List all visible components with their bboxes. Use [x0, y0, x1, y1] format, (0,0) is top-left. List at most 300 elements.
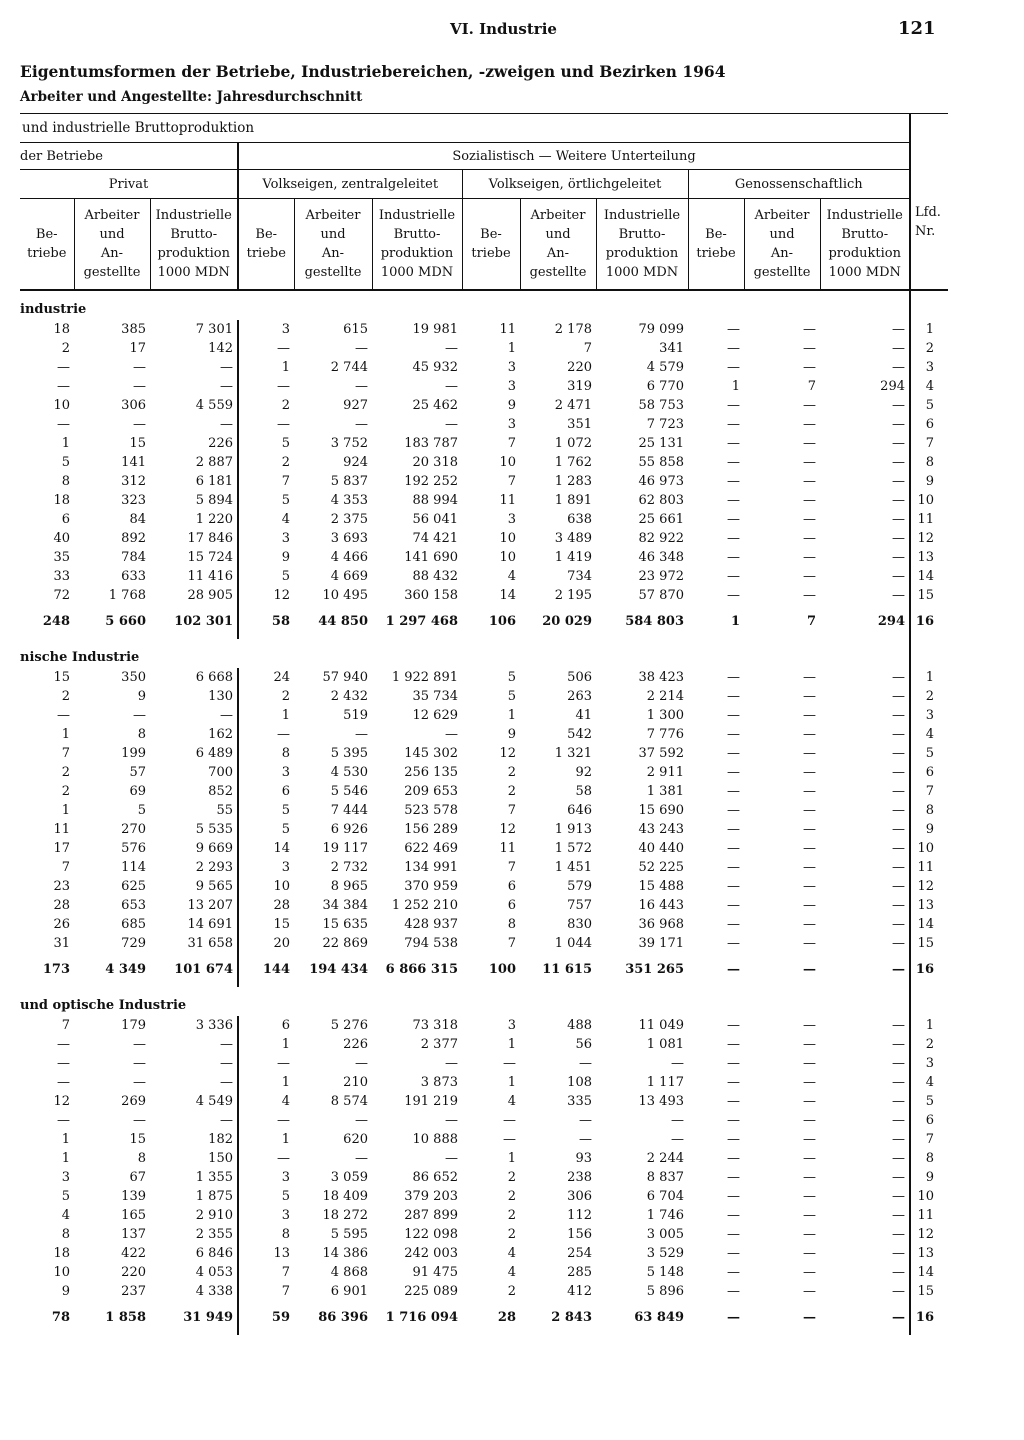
table-cell: 2 910 [195, 1207, 233, 1223]
table-row [20, 706, 948, 725]
table-cell: — [579, 1131, 592, 1147]
table-cell: 1 [507, 1074, 516, 1090]
table-cell: — [803, 745, 816, 761]
table-cell: 2 244 [646, 1150, 684, 1166]
table-cell: — [892, 1036, 905, 1052]
table-cell: 38 423 [638, 669, 684, 685]
table-cell: 73 318 [412, 1017, 458, 1033]
table-cell: 43 243 [638, 821, 684, 837]
table-cell: 1 875 [195, 1188, 233, 1204]
row-number-cell: 1 [910, 1016, 948, 1035]
table-cell: 4 868 [330, 1264, 368, 1280]
table-cell: — [579, 1055, 592, 1071]
table-cell: 3 529 [646, 1245, 684, 1261]
table-cell: — [892, 897, 905, 913]
col-private-betriebe: Be- triebe [20, 199, 74, 290]
table-cell: 2 [238, 687, 294, 706]
table-cell: 220 [567, 359, 592, 375]
table-cell: 14 386 [322, 1245, 368, 1261]
col-central-produktion: Industrielle Brutto- produktion 1000 MDN [372, 199, 462, 290]
table-cell: 3 [238, 529, 294, 548]
table-cell: 4 530 [330, 764, 368, 780]
row-number-cell: 3 [910, 1054, 948, 1073]
table-cell: 1 746 [646, 1207, 684, 1223]
table-row [20, 453, 948, 472]
table-cell: 6 [238, 782, 294, 801]
table-cell: — [803, 511, 816, 527]
table-cell: 1 419 [554, 549, 592, 565]
table-cell: — [238, 1054, 294, 1073]
table-cell: 10 [499, 549, 516, 565]
table-row [20, 358, 948, 377]
table-cell: 1 072 [554, 435, 592, 451]
table-cell: 7 [507, 802, 516, 818]
table-cell: 4 [507, 568, 516, 584]
table-cell: 5 [61, 454, 70, 470]
table-cell: — [727, 821, 740, 837]
table-cell: 15 635 [322, 916, 368, 932]
table-cell: 10 888 [412, 1131, 458, 1147]
table-cell: — [803, 840, 816, 856]
table-cell: 2 843 [551, 1310, 592, 1325]
table-cell: 519 [343, 707, 368, 723]
table-cell: 18 [53, 492, 70, 508]
row-number-cell: 3 [910, 706, 948, 725]
table-cell: — [803, 1188, 816, 1204]
table-cell: 1 [238, 1073, 294, 1092]
table-cell: — [220, 1055, 233, 1071]
table-cell: 15 [129, 435, 146, 451]
table-cell: 14 [238, 839, 294, 858]
table-cell: 1 922 891 [391, 669, 458, 685]
row-number-cell: 6 [910, 415, 948, 434]
table-cell: — [803, 707, 816, 723]
table-cell: 1 300 [646, 707, 684, 723]
table-cell: 9 [238, 548, 294, 567]
table-cell: 1 044 [554, 935, 592, 951]
table-cell: 28 905 [187, 587, 233, 603]
col-coop-arbeiter: Arbeiter und An- gestellte [744, 199, 820, 290]
table-cell: — [803, 1264, 816, 1280]
table-cell: 15 [129, 1131, 146, 1147]
table-cell: 6 668 [195, 669, 233, 685]
table-cell: — [803, 1055, 816, 1071]
row-number-cell: 12 [910, 529, 948, 548]
table-cell: 254 [567, 1245, 592, 1261]
table-cell: 18 [53, 1245, 70, 1261]
table-cell: — [671, 1055, 684, 1071]
table-cell: 9 669 [195, 840, 233, 856]
table-cell: — [727, 897, 740, 913]
table-title: Eigentumsformen der Betriebe, Industriebereichen, -zweigen und Bezirken 1964 [20, 62, 726, 81]
table-cell: 892 [121, 530, 146, 546]
table-cell: — [727, 1245, 740, 1261]
table-cell: 351 [567, 416, 592, 432]
table-cell: 6 [238, 1016, 294, 1035]
table-row [20, 782, 948, 801]
table-cell: 7 301 [195, 321, 233, 337]
table-cell: — [892, 878, 905, 894]
col-local-betriebe: Be- triebe [462, 199, 520, 290]
table-row [20, 1263, 948, 1282]
table-cell: — [727, 1207, 740, 1223]
table-cell: 1 [238, 706, 294, 725]
table-row [20, 529, 948, 548]
table-cell: 3 [507, 378, 516, 394]
table-cell: 5 [238, 820, 294, 839]
row-number-cell: 9 [910, 1168, 948, 1187]
table-row [20, 1016, 948, 1035]
table-cell: 6 926 [330, 821, 368, 837]
table-cell: — [892, 435, 905, 451]
table-cell: 7 [507, 435, 516, 451]
table-cell: 18 272 [322, 1207, 368, 1223]
table-cell: 22 869 [322, 935, 368, 951]
table-cell: 2 [61, 340, 70, 356]
table-cell: — [727, 935, 740, 951]
table-cell: 729 [121, 935, 146, 951]
table-subtitle: Arbeiter und Angestellte: Jahresdurchschnitt [20, 89, 363, 105]
row-number-cell: 2 [910, 339, 948, 358]
table-row [20, 858, 948, 877]
col-coop-betriebe: Be- triebe [688, 199, 744, 290]
table-cell: — [727, 340, 740, 356]
table-cell: 312 [121, 473, 146, 489]
table-cell: 685 [121, 916, 146, 932]
row-number-cell: 7 [910, 782, 948, 801]
table-cell: 287 899 [404, 1207, 458, 1223]
table-cell: — [803, 916, 816, 932]
row-number-cell: 14 [910, 567, 948, 586]
table-cell: — [238, 725, 294, 744]
table-cell: 20 [238, 934, 294, 953]
table-cell: 2 887 [195, 454, 233, 470]
table-cell: 58 [575, 783, 592, 799]
table-cell: 2 293 [195, 859, 233, 875]
table-cell: 351 265 [625, 962, 684, 977]
table-cell: 11 [53, 821, 70, 837]
table-cell: — [892, 1283, 905, 1299]
table-cell: — [803, 726, 816, 742]
table-row [20, 1244, 948, 1263]
table-cell: — [892, 321, 905, 337]
table-cell: 137 [121, 1226, 146, 1242]
table-cell: — [803, 1112, 816, 1128]
table-cell: — [892, 1245, 905, 1261]
table-cell: 794 538 [404, 935, 458, 951]
table-cell: 91 475 [412, 1264, 458, 1280]
table-row [20, 877, 948, 896]
table-row [20, 415, 948, 434]
table-cell: 9 [137, 688, 146, 704]
table-cell: 11 615 [542, 962, 592, 977]
table-cell: 6 [61, 511, 70, 527]
table-cell: 576 [121, 840, 146, 856]
table-cell: 5 148 [646, 1264, 684, 1280]
table-row [20, 1130, 948, 1149]
table-cell: — [803, 1169, 816, 1185]
table-cell: 14 691 [187, 916, 233, 932]
row-number-cell: 13 [910, 1244, 948, 1263]
table-cell: — [892, 935, 905, 951]
table-cell: 63 849 [634, 1310, 684, 1325]
table-cell: 34 384 [322, 897, 368, 913]
table-cell: — [727, 359, 740, 375]
table-cell: 2 [238, 396, 294, 415]
table-cell: 86 396 [318, 1310, 368, 1325]
table-cell: — [727, 435, 740, 451]
row-number-cell: 3 [910, 358, 948, 377]
table-cell: 84 [129, 511, 146, 527]
table-cell: — [892, 1188, 905, 1204]
table-cell: 194 434 [309, 962, 368, 977]
table-cell: — [445, 340, 458, 356]
table-cell: — [803, 416, 816, 432]
table-cell: 2 355 [195, 1226, 233, 1242]
table-cell: 23 972 [638, 568, 684, 584]
table-cell: 1 762 [554, 454, 592, 470]
table-cell: 5 546 [330, 783, 368, 799]
table-cell: — [892, 859, 905, 875]
table-cell: 156 289 [404, 821, 458, 837]
table-cell: — [57, 1112, 70, 1128]
table-cell: — [238, 1111, 294, 1130]
table-cell: 3 489 [554, 530, 592, 546]
table-cell: — [355, 726, 368, 742]
table-cell: 757 [567, 897, 592, 913]
table-cell: — [892, 783, 905, 799]
table-cell: 19 117 [322, 840, 368, 856]
table-cell: — [892, 726, 905, 742]
table-cell: 145 302 [404, 745, 458, 761]
row-number-cell: 12 [910, 877, 948, 896]
table-cell: 2 [507, 783, 516, 799]
table-cell: 3 [61, 1169, 70, 1185]
table-cell: — [503, 1131, 516, 1147]
table-cell: 10 [53, 1264, 70, 1280]
table-cell: — [238, 339, 294, 358]
table-cell: 3 005 [646, 1226, 684, 1242]
table-cell: — [727, 1055, 740, 1071]
table-cell: — [803, 340, 816, 356]
table-cell: 1 252 210 [391, 897, 458, 913]
table-cell: 14 [499, 587, 516, 603]
table-cell: — [355, 416, 368, 432]
table-cell: 58 753 [638, 397, 684, 413]
table-cell: 10 [499, 454, 516, 470]
table-cell: — [57, 1074, 70, 1090]
table-cell: 209 653 [404, 783, 458, 799]
table-cell: 7 [807, 378, 816, 394]
table-cell: 17 [129, 340, 146, 356]
row-number-cell: 11 [910, 510, 948, 529]
row-number-cell: 11 [910, 1206, 948, 1225]
table-cell: 17 846 [187, 530, 233, 546]
table-cell: — [727, 1264, 740, 1280]
table-cell: 269 [121, 1093, 146, 1109]
table-cell: 8 [238, 1225, 294, 1244]
table-cell: 1 [731, 378, 740, 394]
table-cell: — [892, 1169, 905, 1185]
table-cell: 20 318 [412, 454, 458, 470]
table-cell: 319 [567, 378, 592, 394]
table-cell: 653 [121, 897, 146, 913]
table-cell: — [727, 473, 740, 489]
table-cell: 2 471 [554, 397, 592, 413]
table-cell: — [133, 359, 146, 375]
table-cell: — [892, 530, 905, 546]
table-cell: 523 578 [404, 802, 458, 818]
table-cell: 285 [567, 1264, 592, 1280]
table-cell: 3 873 [420, 1074, 458, 1090]
running-head: VI. Industrie [450, 20, 557, 38]
table-cell: 5 [238, 491, 294, 510]
row-number-cell: 8 [910, 1149, 948, 1168]
table-cell: — [892, 416, 905, 432]
table-cell: 7 [238, 1282, 294, 1301]
table-cell: 17 [53, 840, 70, 856]
table-cell: — [892, 688, 905, 704]
table-cell: 39 171 [638, 935, 684, 951]
table-cell: 20 029 [542, 614, 592, 629]
table-cell: 2 [507, 764, 516, 780]
table-cell: 93 [575, 1150, 592, 1166]
table-cell: 2 911 [646, 764, 684, 780]
table-cell: 10 [238, 877, 294, 896]
table-cell: 183 787 [404, 435, 458, 451]
table-row [20, 915, 948, 934]
table-cell: 11 [499, 840, 516, 856]
table-cell: — [892, 1055, 905, 1071]
table-cell: — [220, 1074, 233, 1090]
table-cell: — [133, 416, 146, 432]
table-cell: — [727, 549, 740, 565]
table-cell: 12 [499, 821, 516, 837]
table-cell: 192 252 [404, 473, 458, 489]
table-cell: 5 [137, 802, 146, 818]
table-cell: 6 704 [646, 1188, 684, 1204]
table-row [20, 1054, 948, 1073]
table-cell: 12 [53, 1093, 70, 1109]
table-cell: 18 409 [322, 1188, 368, 1204]
table-cell: 15 [238, 915, 294, 934]
row-number-cell: 6 [910, 763, 948, 782]
table-cell: 2 [507, 1226, 516, 1242]
table-cell: 4 [61, 1207, 70, 1223]
table-cell: 86 652 [412, 1169, 458, 1185]
table-cell: 25 462 [412, 397, 458, 413]
table-cell: 134 991 [404, 859, 458, 875]
table-cell: 57 940 [322, 669, 368, 685]
table-cell: 142 [208, 340, 233, 356]
section-header-row [20, 639, 948, 668]
table-cell: — [892, 1207, 905, 1223]
table-cell: 5 [507, 669, 516, 685]
table-cell: — [892, 764, 905, 780]
col-local-produktion: Industrielle Brutto- produktion 1000 MDN [596, 199, 688, 290]
table-cell: 3 [507, 511, 516, 527]
table-cell: 139 [121, 1188, 146, 1204]
table-row [20, 1187, 948, 1206]
table-row [20, 396, 948, 415]
table-cell: — [727, 1093, 740, 1109]
table-cell: 6 901 [330, 1283, 368, 1299]
table-cell: 8 [137, 1150, 146, 1166]
table-cell: 615 [343, 321, 368, 337]
table-cell: 734 [567, 568, 592, 584]
header-sub-private: Privat [20, 170, 238, 199]
table-cell: 7 [238, 1263, 294, 1282]
table-cell: 62 803 [638, 492, 684, 508]
table-cell: 9 [507, 726, 516, 742]
table-cell: 3 693 [330, 530, 368, 546]
table-cell: 45 932 [412, 359, 458, 375]
row-number-cell: 16 [910, 1301, 948, 1335]
table-cell: 141 690 [404, 549, 458, 565]
table-row [20, 377, 948, 396]
table-cell: 1 [507, 1036, 516, 1052]
row-number-cell: 13 [910, 896, 948, 915]
row-number-cell: 4 [910, 1073, 948, 1092]
table-cell: — [727, 416, 740, 432]
row-number-cell: 7 [910, 1130, 948, 1149]
table-cell: 1 [507, 1150, 516, 1166]
table-cell: 199 [121, 745, 146, 761]
table-cell: — [803, 435, 816, 451]
statistics-table-wrapper [20, 113, 948, 1335]
table-cell: — [727, 1226, 740, 1242]
table-row [20, 320, 948, 339]
table-cell: 1 451 [554, 859, 592, 875]
table-cell: 1 [61, 1150, 70, 1166]
table-row [20, 1149, 948, 1168]
table-cell: — [892, 397, 905, 413]
table-cell: — [803, 397, 816, 413]
table-cell: — [727, 745, 740, 761]
table-cell: 56 [575, 1036, 592, 1052]
table-cell: 306 [567, 1188, 592, 1204]
header-caption-line2: der Betriebe [20, 143, 238, 170]
table-cell: 3 [238, 763, 294, 782]
table-cell: — [727, 859, 740, 875]
table-cell: — [727, 568, 740, 584]
table-cell: 58 [238, 605, 294, 639]
header-caption-line1: und industrielle Bruttoproduktion [20, 114, 910, 143]
table-cell: — [892, 1226, 905, 1242]
table-cell: 6 846 [195, 1245, 233, 1261]
table-cell: 35 734 [412, 688, 458, 704]
table-cell: 78 [51, 1310, 70, 1325]
table-cell: — [892, 511, 905, 527]
table-cell: — [803, 688, 816, 704]
table-cell: — [803, 587, 816, 603]
table-cell: — [503, 1112, 516, 1128]
table-cell: — [727, 492, 740, 508]
table-cell: 9 [61, 1283, 70, 1299]
table-cell: 156 [567, 1226, 592, 1242]
table-cell: 2 [507, 1283, 516, 1299]
row-number-cell: 15 [910, 934, 948, 953]
table-cell: 8 [61, 473, 70, 489]
table-cell: — [727, 1017, 740, 1033]
table-cell: — [803, 1017, 816, 1033]
table-cell: 4 [507, 1093, 516, 1109]
table-cell: 112 [567, 1207, 592, 1223]
table-cell: — [892, 821, 905, 837]
table-cell: 6 489 [195, 745, 233, 761]
statistics-table [20, 113, 948, 1335]
table-cell: 11 416 [187, 568, 233, 584]
